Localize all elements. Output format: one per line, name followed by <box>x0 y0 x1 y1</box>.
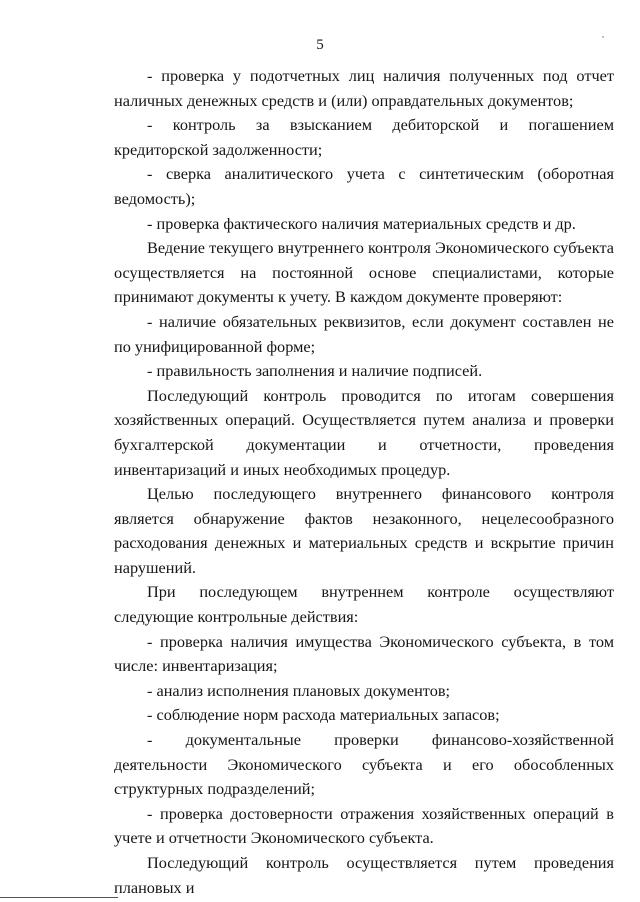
list-item-reporting-accuracy: - проверка достоверности отражения хозяйственных операций в учете и отчетности Экономического субъекта. <box>114 803 614 848</box>
list-item-property-check: - проверка наличия имущества Экономического субъекта, в том числе: инвентаризация; <box>114 631 614 676</box>
list-item-receivables-control: - контроль за взысканием дебиторской и погашением кредиторской задолженности; <box>114 115 614 159</box>
list-item-signatures: - правильность заполнения и наличие подписей. <box>147 361 483 381</box>
list-item-consumption-norms: - соблюдение норм расхода материальных запасов; <box>147 705 500 725</box>
list-item-ledger-reconciliation: - сверка аналитического учета с синтетическим (оборотная ведомость); <box>114 164 614 208</box>
document-body <box>114 64 614 900</box>
list-item-plan-analysis: - анализ исполнения плановых документов; <box>147 680 451 700</box>
list-item-physical-inventory: - проверка фактического наличия материальных средств и др. <box>147 213 576 233</box>
paragraph-current-control: Ведение текущего внутреннего контроля Экономического субъекта осуществляется на постоянной основе специалистами, которые принимают документы к учету. В каждом документе проверяют: <box>114 238 614 307</box>
list-item-documentary-audits: - документальные проверки финансово-хозяйственной деятельности Экономического субъекта и его обособленных структурных подразделений; <box>114 730 614 799</box>
page-number: 5 <box>316 37 324 53</box>
paragraph-control-actions: При последующем внутреннем контроле осуществляют следующие контрольные действия: <box>114 582 614 627</box>
list-item-required-details: - наличие обязательных реквизитов, если документ составлен не по унифицированной форме; <box>114 311 614 356</box>
paragraph-subsequent-control: Последующий контроль проводится по итогам совершения хозяйственных операций. Осуществляется путем анализа и проверки бухгалтерской документации и отчетности, проведения инвентаризаций и иных необходимых процедур. <box>114 385 614 479</box>
scan-speck <box>602 36 604 38</box>
paragraph-control-goal: Целью последующего внутреннего финансового контроля является обнаружение фактов незаконного, нецелесообразного расходования денежных и материальных средств и вскрытие причин нарушений. <box>114 484 614 577</box>
paragraph-continuation: Последующий контроль осуществляется путем проведения плановых и <box>114 853 614 897</box>
list-item-advance-check: - проверка у подотчетных лиц наличия полученных под отчет наличных денежных средств и (или) оправдательных документов; <box>114 66 614 110</box>
footnote-divider <box>0 897 118 898</box>
